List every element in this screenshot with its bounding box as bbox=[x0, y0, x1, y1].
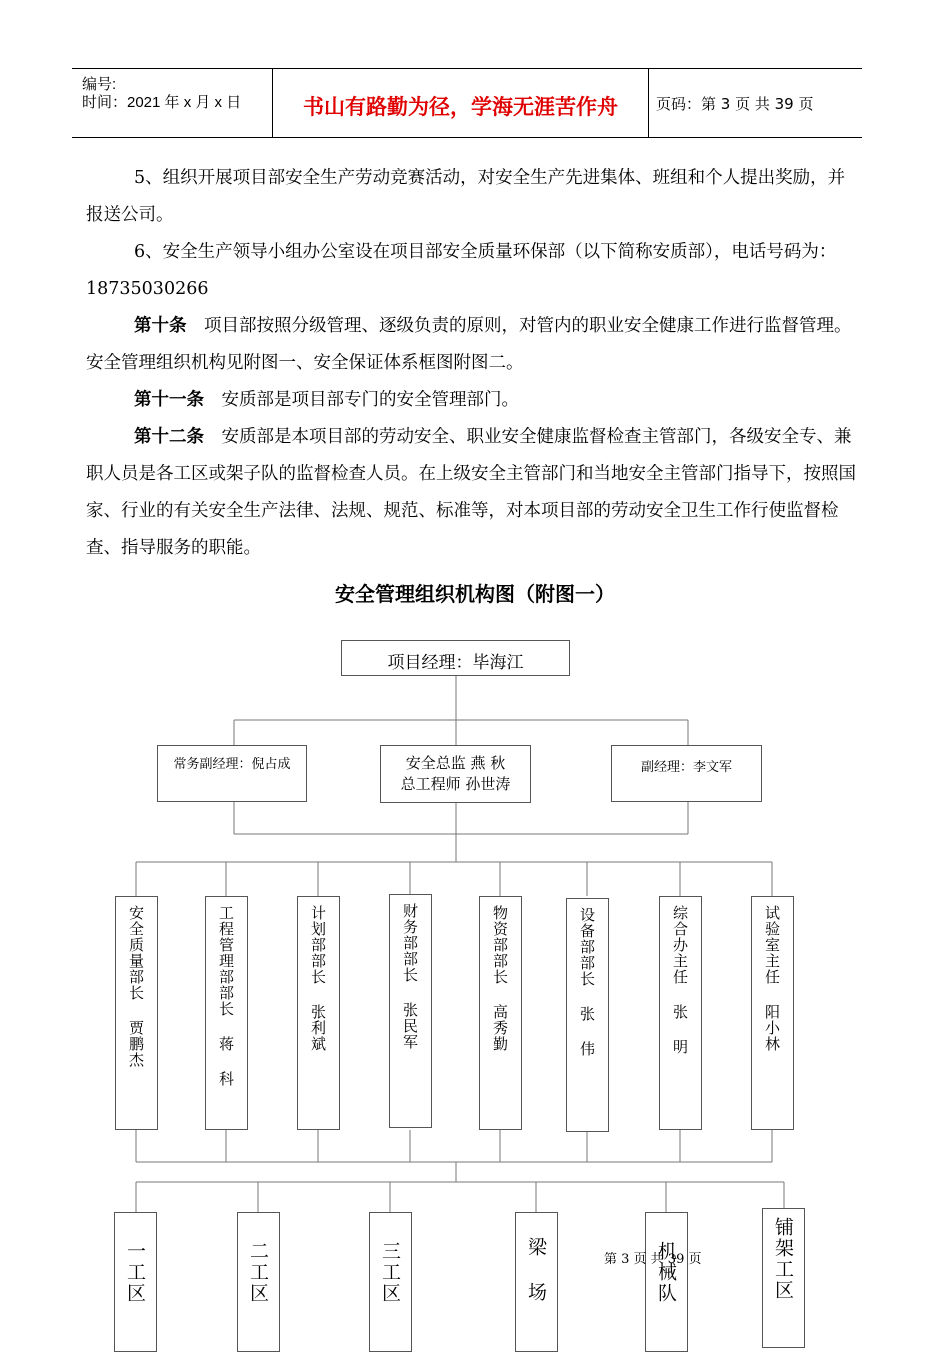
org-node-department bbox=[205, 896, 248, 1130]
paragraph-text: 6、安全生产领导小组办公室设在项目部安全质量环保部（以下简称安质部），电话号码为：18735030266 bbox=[86, 242, 837, 299]
motto: 书山有路勤为径，学海无涯苦作舟 bbox=[303, 95, 618, 119]
article-heading: 第十二条 bbox=[134, 427, 204, 447]
org-node-label: 试验室主任 阳小林 bbox=[763, 905, 781, 1052]
org-node-label: 副经理：李文军 bbox=[640, 760, 732, 775]
org-node-department bbox=[751, 896, 794, 1130]
org-node-label: 常务副经理：倪占成 bbox=[173, 757, 291, 772]
org-chart-title: 安全管理组织机构图（附图一） bbox=[335, 582, 615, 606]
org-node-department bbox=[115, 896, 158, 1130]
org-node-label: 一工区 bbox=[124, 1241, 146, 1304]
org-node-label: 三工区 bbox=[379, 1241, 401, 1304]
article-heading: 第十条 bbox=[134, 316, 187, 336]
org-node-label: 安全质量部长 贾鹏杰 bbox=[127, 905, 145, 1068]
org-node-work-unit bbox=[645, 1212, 688, 1352]
org-node-label: 计划部部长 张利斌 bbox=[309, 905, 327, 1052]
org-node-department bbox=[389, 894, 432, 1128]
org-node-project-manager bbox=[341, 640, 570, 676]
org-node-label-line2: 总工程师 孙世涛 bbox=[400, 775, 511, 793]
org-node-label: 工程管理部部长 蒋 科 bbox=[217, 905, 235, 1087]
page-footer: 第 3 页 共 39 页 bbox=[604, 1252, 702, 1267]
org-node-deputy-manager bbox=[611, 745, 762, 802]
org-node-work-unit bbox=[762, 1208, 805, 1348]
org-node-label: 铺架工区 bbox=[772, 1217, 794, 1301]
org-node-label: 机械队 bbox=[655, 1241, 677, 1304]
org-node-safety-director bbox=[380, 745, 531, 803]
time-label: 时间：2021 年 x 月 x 日 bbox=[82, 94, 242, 111]
org-node-label: 设备部部长 张 伟 bbox=[578, 907, 596, 1057]
org-node-label: 财务部部长 张民军 bbox=[401, 903, 419, 1050]
org-node-label: 物资部部长 高秀勤 bbox=[491, 905, 509, 1052]
paragraph-text: 安质部是项目部专门的安全管理部门。 bbox=[221, 390, 519, 410]
page-info: 页码：第 3 页 共 39 页 bbox=[656, 95, 814, 113]
article-heading: 第十一条 bbox=[134, 390, 204, 410]
org-node-label: 二工区 bbox=[247, 1241, 269, 1304]
org-node-label-line1: 安全总监 燕 秋 bbox=[405, 754, 506, 772]
org-node-work-unit bbox=[369, 1212, 412, 1352]
org-node-department bbox=[297, 896, 340, 1130]
paragraph-text: 5、组织开展项目部安全生产劳动竞赛活动，对安全生产先进集体、班组和个人提出奖励，并报送公司。 bbox=[86, 168, 846, 225]
org-node-department bbox=[479, 896, 522, 1130]
org-node-label: 项目经理：毕海江 bbox=[387, 653, 524, 673]
org-node-label: 综合办主任 张 明 bbox=[671, 905, 689, 1055]
org-node-work-unit bbox=[515, 1212, 558, 1352]
org-node-work-unit bbox=[114, 1212, 157, 1352]
org-node-department bbox=[659, 896, 702, 1130]
org-node-executive-deputy bbox=[157, 745, 307, 802]
org-node-label: 梁 场 bbox=[525, 1237, 547, 1303]
paragraph-text: 项目部按照分级管理、逐级负责的原则，对管内的职业安全健康工作进行监督管理。安全管理组织机构见附图一、安全保证体系框图附图二。 bbox=[86, 316, 852, 373]
paragraph-text: 安质部是本项目部的劳动安全、职业安全健康监督检查主管部门，各级安全专、兼职人员是各工区或架子队的监督检查人员。在上级安全主管部门和当地安全主管部门指导下，按照国家、行业的有关安全生产法律、法规、规范、标准等，对本项目部的劳动安全卫生工作行使监督检查、指导服务的职能。 bbox=[86, 427, 856, 558]
org-node-department bbox=[566, 898, 609, 1132]
number-label: 编号: bbox=[82, 76, 117, 93]
org-node-work-unit bbox=[237, 1212, 280, 1352]
